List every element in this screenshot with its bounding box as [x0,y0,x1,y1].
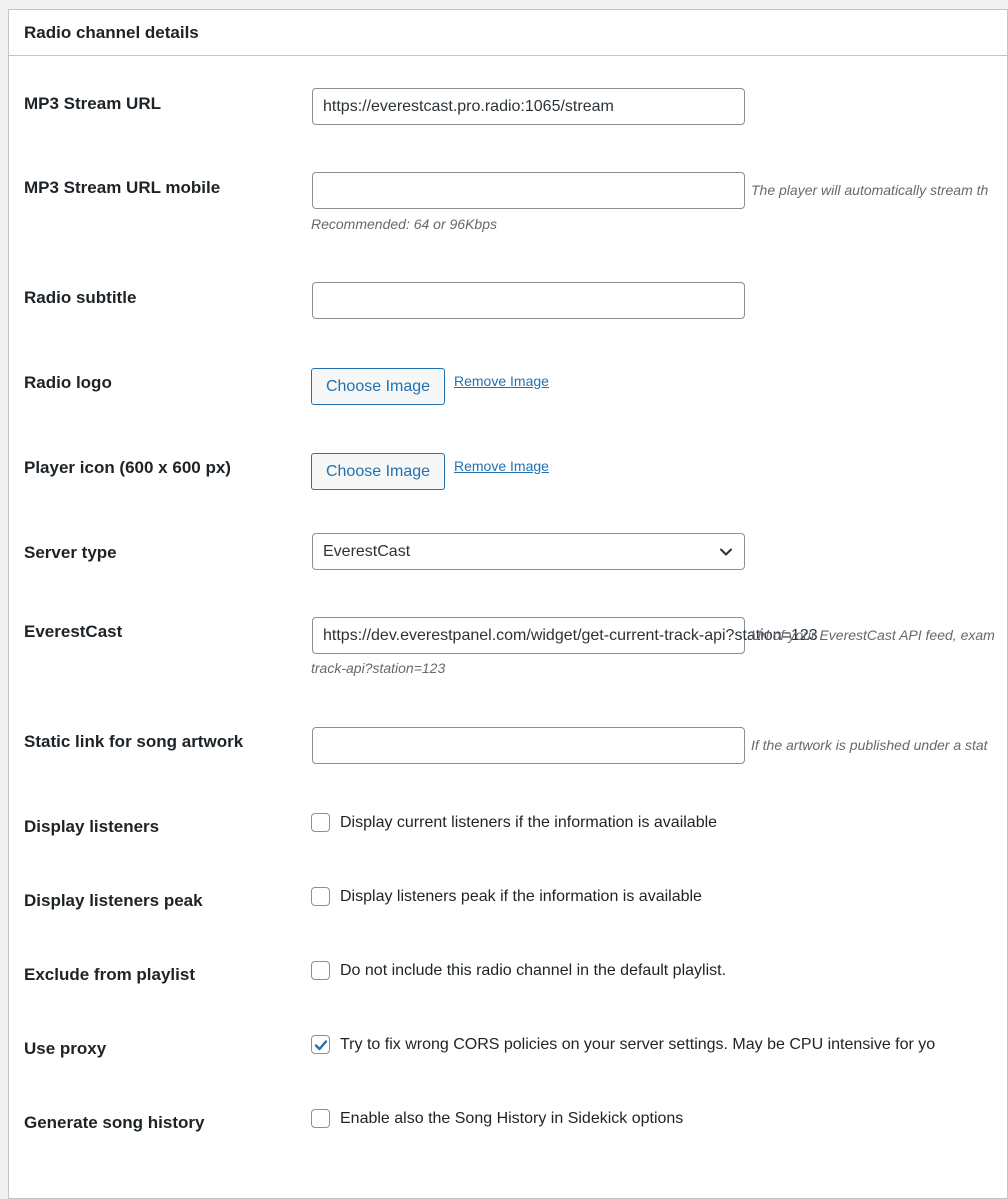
song-history-option[interactable] [311,1109,683,1128]
player-icon-remove-image-link[interactable]: Remove Image [454,458,549,474]
display-listeners-peak-label: Display listeners peak [24,891,203,910]
display-listeners-option[interactable] [311,813,717,832]
radio-logo-remove-image-link[interactable]: Remove Image [454,373,549,389]
mp3-stream-url-mobile-label: MP3 Stream URL mobile [24,178,221,197]
song-history-label: Generate song history [24,1113,205,1132]
player-icon-label: Player icon (600 x 600 px) [24,458,231,477]
display-listeners-label: Display listeners [24,817,160,836]
static-artwork-description: If the artwork is published under a stat [751,737,988,753]
mp3-stream-url-mobile-hint: Recommended: 64 or 96Kbps [311,216,497,232]
server-type-selected-value: EverestCast [323,543,411,560]
server-type-label: Server type [24,543,117,562]
display-listeners-peak-option[interactable] [311,887,702,906]
checkmark-icon [313,1037,329,1053]
mp3-stream-url-mobile-input[interactable] [312,172,745,209]
server-type-select[interactable] [312,533,745,570]
display-listeners-text: Display current listeners if the information is available [340,813,718,831]
everestcast-hint: track-api?station=123 [311,660,446,676]
display-listeners-peak-text: Display listeners peak if the information is available [340,887,702,905]
exclude-playlist-label: Exclude from playlist [24,965,195,984]
panel-title: Radio channel details [24,22,199,42]
use-proxy-label: Use proxy [24,1039,107,1058]
panel-header [9,10,1007,56]
display-listeners-checkbox[interactable] [311,813,330,832]
radio-logo-label: Radio logo [24,373,112,392]
everestcast-api-input[interactable] [312,617,818,654]
exclude-playlist-option[interactable] [311,961,726,980]
display-listeners-peak-checkbox[interactable] [311,887,330,906]
player-icon-choose-image-button[interactable]: Choose Image [311,453,445,490]
mp3-stream-url-input[interactable] [312,88,745,125]
chevron-down-icon [718,544,734,560]
static-artwork-input[interactable] [312,727,745,764]
use-proxy-text: Try to fix wrong CORS policies on your server settings. May be CPU intensive for yo [340,1035,936,1053]
song-history-checkbox[interactable] [311,1109,330,1128]
exclude-playlist-checkbox[interactable] [311,961,330,980]
static-artwork-label: Static link for song artwork [24,732,244,751]
radio-logo-choose-image-button[interactable]: Choose Image [311,368,445,405]
mp3-stream-url-mobile-description: The player will automatically stream th [751,182,989,198]
everestcast-label: EverestCast [24,622,123,641]
radio-subtitle-input[interactable] [312,282,745,319]
song-history-text: Enable also the Song History in Sidekick options [340,1109,684,1127]
mp3-stream-url-value: https://everestcast.pro.radio:1065/stream [323,98,614,115]
everestcast-description: Url of your EverestCast API feed, exam [751,627,995,643]
exclude-playlist-text: Do not include this radio channel in the default playlist. [340,961,727,979]
radio-subtitle-label: Radio subtitle [24,288,137,307]
use-proxy-checkbox[interactable] [311,1035,330,1054]
everestcast-api-value: https://dev.everestpanel.com/widget/get-current-track-api?station=123 [323,627,818,644]
mp3-stream-url-label: MP3 Stream URL [24,94,161,113]
use-proxy-option[interactable] [311,1035,935,1054]
